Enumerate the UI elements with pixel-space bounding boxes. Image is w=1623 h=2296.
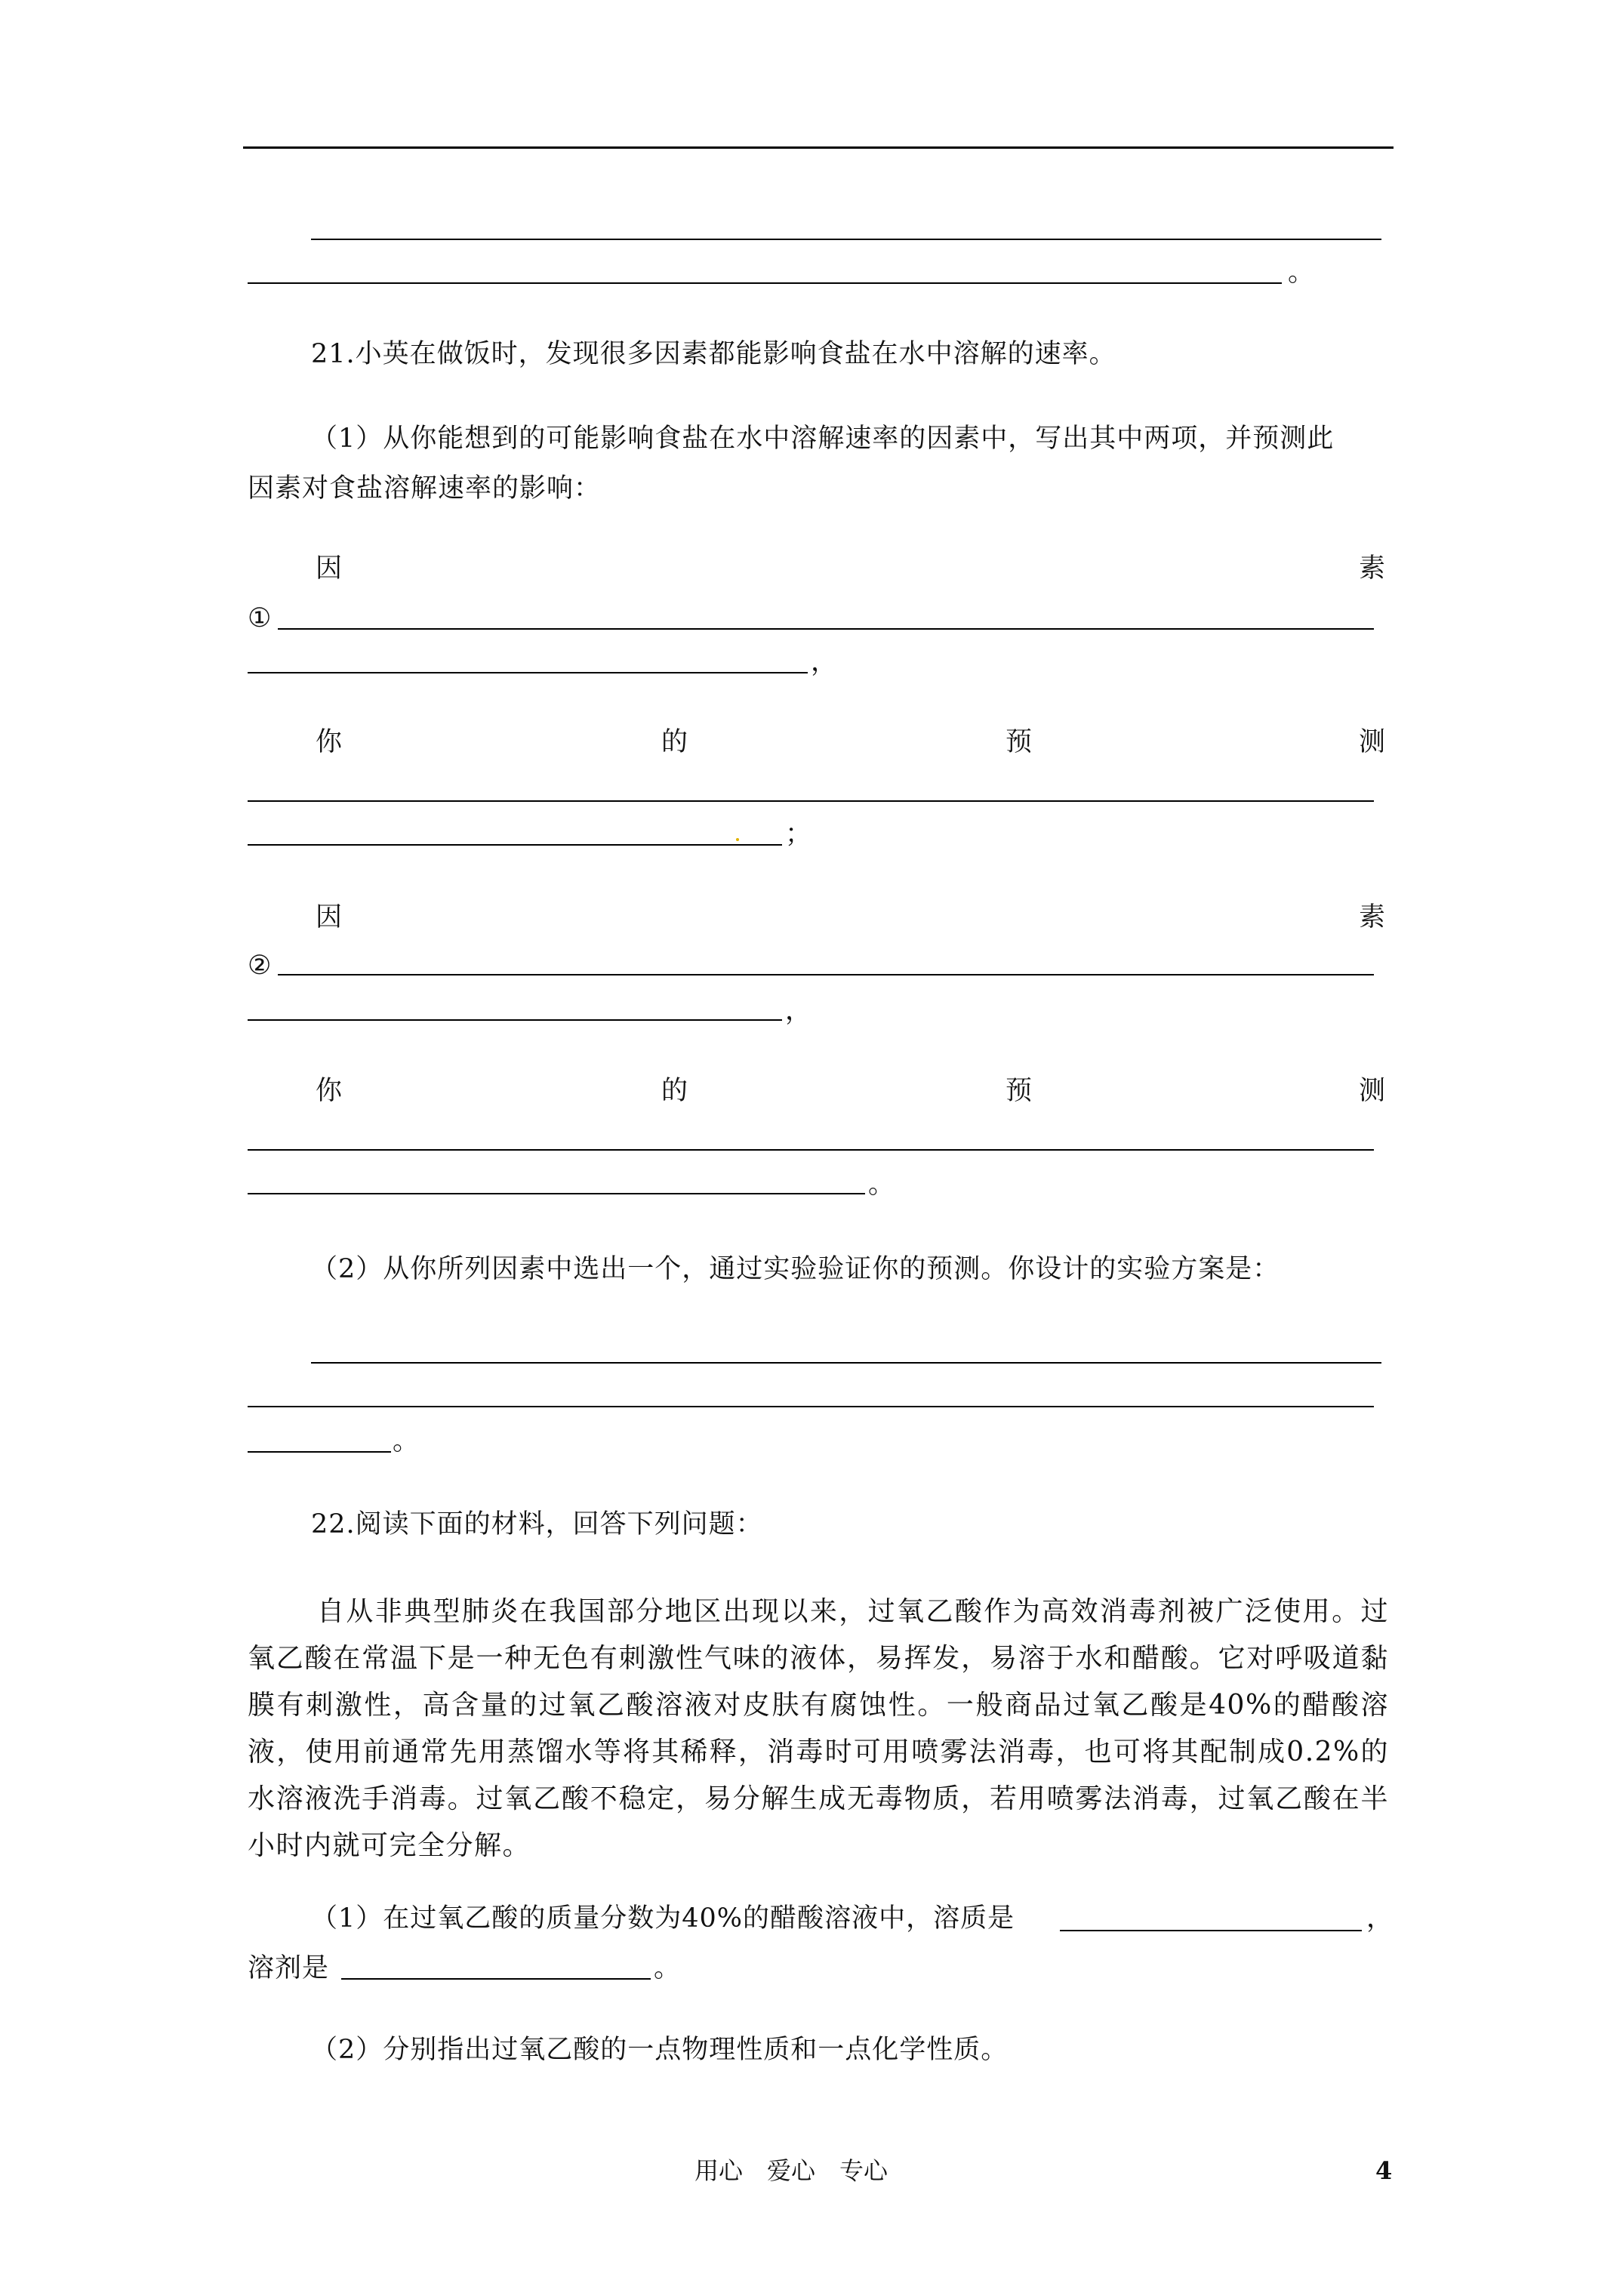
answer-blank <box>311 239 1381 240</box>
stray-dot <box>736 838 739 841</box>
header-rule <box>243 146 1394 149</box>
predict-char: 测 <box>1359 1076 1387 1106</box>
factor-char: 因 <box>316 553 343 584</box>
q22-part2: （2）分别指出过氧乙酸的一点物理性质和一点化学性质。 <box>311 2035 1009 2065</box>
answer-blank <box>248 1193 865 1194</box>
comma: ， <box>785 996 813 1026</box>
answer-blank <box>248 1149 1374 1151</box>
factor-char: 因 <box>316 902 343 932</box>
factor2-mark: ② <box>248 951 273 981</box>
predict-char: 的 <box>661 1076 689 1106</box>
answer-blank <box>1060 1930 1362 1931</box>
factor-char: 素 <box>1359 553 1387 584</box>
factor1-mark: ① <box>248 603 273 633</box>
answer-blank <box>248 1019 782 1021</box>
q22-part1-text: （1）在过氧乙酸的质量分数为40%的醋酸溶液中，溶质是 <box>311 1903 1015 1934</box>
semicolon: ； <box>785 819 813 849</box>
answer-blank <box>278 974 1374 975</box>
answer-blank <box>248 844 782 846</box>
q21-part2: （2）从你所列因素中选出一个，通过实验验证你的预测。你设计的实验方案是： <box>311 1254 1280 1284</box>
footer-motto: 用心 爱心 专心 <box>694 2156 888 2185</box>
answer-blank <box>341 1978 651 1980</box>
answer-blank <box>278 628 1374 630</box>
end-mark: 。 <box>1288 257 1316 288</box>
q21-part1-line2: 因素对食盐溶解速率的影响： <box>248 473 602 504</box>
predict-char: 预 <box>1006 727 1033 757</box>
q22-title: 22.阅读下面的材料，回答下列问题： <box>311 1509 763 1539</box>
page-number: 4 <box>1375 2156 1393 2185</box>
q22-material-text: 自从非典型肺炎在我国部分地区出现以来，过氧乙酸作为高效消毒剂被广泛使用。过氧乙酸在常温下是一种无色有刺激性气味的液体，易挥发，易溶于水和醋酸。它对呼吸道黏膜有刺激性，高含量的过氧乙酸溶液对皮肤有腐蚀性。一般商品过氧乙酸是40%的醋酸溶液，使用前通常先用蒸馏水等将其稀释，消毒时可用喷雾法消毒，也可将其配制成0.2%的水溶液洗手消毒。过氧乙酸不稳定，易分解生成无毒物质，若用喷雾法消毒，过氧乙酸在半小时内就可完全分解。 <box>248 1596 1389 1861</box>
predict-char: 的 <box>661 727 689 757</box>
answer-blank <box>248 1451 391 1453</box>
predict-char: 预 <box>1006 1076 1033 1106</box>
predict-char: 你 <box>316 727 343 757</box>
answer-blank <box>248 282 1282 284</box>
predict-char: 你 <box>316 1076 343 1106</box>
answer-blank <box>248 672 808 673</box>
q21-title: 21.小英在做饭时，发现很多因素都能影响食盐在水中溶解的速率。 <box>311 339 1116 369</box>
q22-material <box>248 1589 1389 1869</box>
comma: ， <box>811 647 839 677</box>
factor-char: 素 <box>1359 902 1387 932</box>
period: 。 <box>868 1170 896 1200</box>
predict-char: 测 <box>1359 727 1387 757</box>
answer-blank <box>311 1362 1381 1364</box>
q22-part1-solvent: 溶剂是 <box>248 1953 330 1983</box>
answer-blank <box>248 800 1374 802</box>
period: 。 <box>654 1953 682 1983</box>
period: 。 <box>393 1426 420 1456</box>
q21-part1-line1: （1）从你能想到的可能影响食盐在水中溶解速率的因素中，写出其中两项，并预测此 <box>311 424 1335 454</box>
comma: ， <box>1366 1903 1394 1934</box>
answer-blank <box>248 1406 1374 1407</box>
